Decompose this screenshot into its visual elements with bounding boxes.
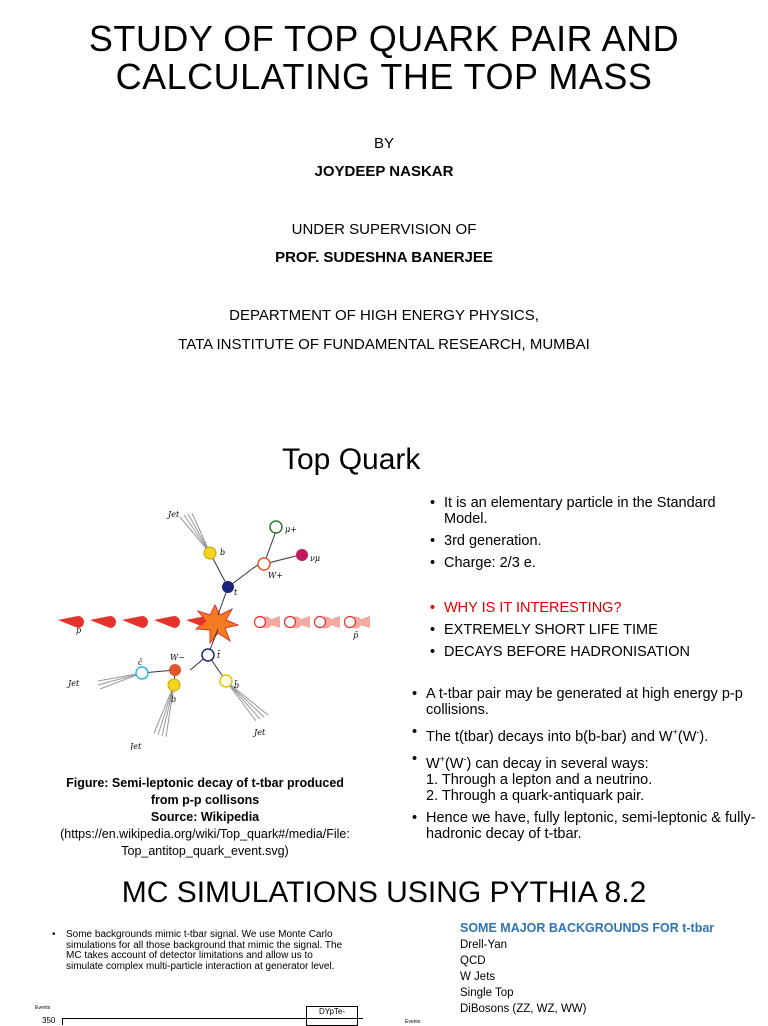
title-line-1: STUDY OF TOP QUARK PAIR AND (88, 18, 680, 59)
background-item: W Jets (460, 971, 496, 983)
why-interesting-heading: • WHY IS IT INTERESTING? (430, 600, 760, 616)
fact-item: • 3rd generation. (430, 533, 760, 549)
page-title (0, 20, 768, 96)
plot-legend: DYpTe- (306, 1006, 358, 1026)
decay-fact: • A t-tbar pair may be generated at high energy p-p collisions. (412, 686, 760, 718)
reason-item: • DECAYS BEFORE HADRONISATION (430, 644, 760, 660)
tbar-label: t̄ (217, 651, 221, 660)
supervisor-name: PROF. SUDESHNA BANERJEE (275, 249, 493, 266)
background-item: Drell-Yan (460, 939, 508, 951)
institute: TATA INSTITUTE OF FUNDAMENTAL RESEARCH, MUMBAI (178, 336, 590, 353)
interest-list (430, 600, 760, 666)
plot-tick: 350 (42, 1016, 56, 1025)
caption-source: Source: Wikipedia (150, 810, 260, 824)
t-label: t (234, 588, 238, 597)
by-label: BY (373, 135, 394, 152)
mu-label: μ+ (285, 525, 297, 534)
plot-ylabel: Events (35, 1005, 51, 1011)
background-item: Single Top (460, 987, 514, 999)
decay-fact: • Hence we have, fully leptonic, semi-leptonic & fully-hadronic decay of t-tbar. (412, 810, 760, 842)
pbar-label: p̄ (353, 631, 359, 640)
decay-fact: • The t(tbar) decays into b(b-bar) and W+(W-). (412, 724, 760, 745)
p-label: p (76, 626, 82, 635)
jet-label: Jet (168, 510, 180, 519)
b-label: b (171, 695, 177, 704)
background-item: QCD (460, 955, 486, 967)
antitop-quark-icon (202, 649, 214, 661)
reason-item: • EXTREMELY SHORT LIFE TIME (430, 622, 760, 638)
nu-label: νμ (310, 554, 321, 563)
mc-text: • Some backgrounds mimic t-tbar signal. We use Monte Carlo simulations for all those background that mimic the signal. The MC takes account of detector limitations and allow us to simulate complex multi-particle interaction at generator level. (52, 930, 352, 972)
mc-title: MC SIMULATIONS USING PYTHIA 8.2 (121, 876, 647, 909)
caption-url: (https://en.wikipedia.org/wiki/Top_quark#/media/File:Top_antitop_quark_event.svg) (60, 827, 350, 858)
fact-item: • It is an elementary particle in the Standard Model. (430, 495, 760, 527)
fact-item: • Charge: 2/3 e. (430, 555, 760, 571)
jet-label: Jet (130, 742, 142, 750)
backgrounds-title: SOME MAJOR BACKGROUNDS FOR t-tbar (460, 921, 715, 935)
wminus-label: W− (170, 653, 185, 662)
b-label: b (220, 548, 226, 557)
jet-label: Jet (68, 679, 80, 688)
decay-facts (412, 686, 760, 848)
background-item: DiBosons (ZZ, WZ, WW) (460, 1003, 587, 1015)
decay-fact: • W+(W-) can decay in several ways: 1. Through a lepton and a neutrino. 2. Through a quark-antiquark pair. (412, 751, 760, 804)
supervision-label: UNDER SUPERVISION OF (291, 221, 477, 238)
figure-caption (60, 775, 350, 860)
collision-star-icon (196, 605, 238, 643)
department: DEPARTMENT OF HIGH ENERGY PHYSICS, (229, 307, 539, 324)
title-line-2: CALCULATING THE TOP MASS (115, 56, 653, 97)
wplus-label: W+ (268, 571, 283, 580)
plot-right-label: Events (405, 1019, 421, 1025)
top-quark-facts (430, 495, 760, 577)
author-name: JOYDEEP NASKAR (314, 163, 454, 180)
ttbar-decay-diagram (50, 505, 390, 750)
mc-description (52, 930, 352, 978)
caption-line: Figure: Semi-leptonic decay of t-tbar produced from p-p collisons (66, 776, 344, 807)
bbar-label: b̄ (234, 681, 240, 690)
jet-label: Jet (254, 728, 266, 737)
backgrounds-list (460, 937, 587, 1017)
top-quark-title: Top Quark (282, 443, 421, 476)
top-quark-icon (222, 581, 234, 593)
cbar-label: c̄ (138, 658, 143, 667)
